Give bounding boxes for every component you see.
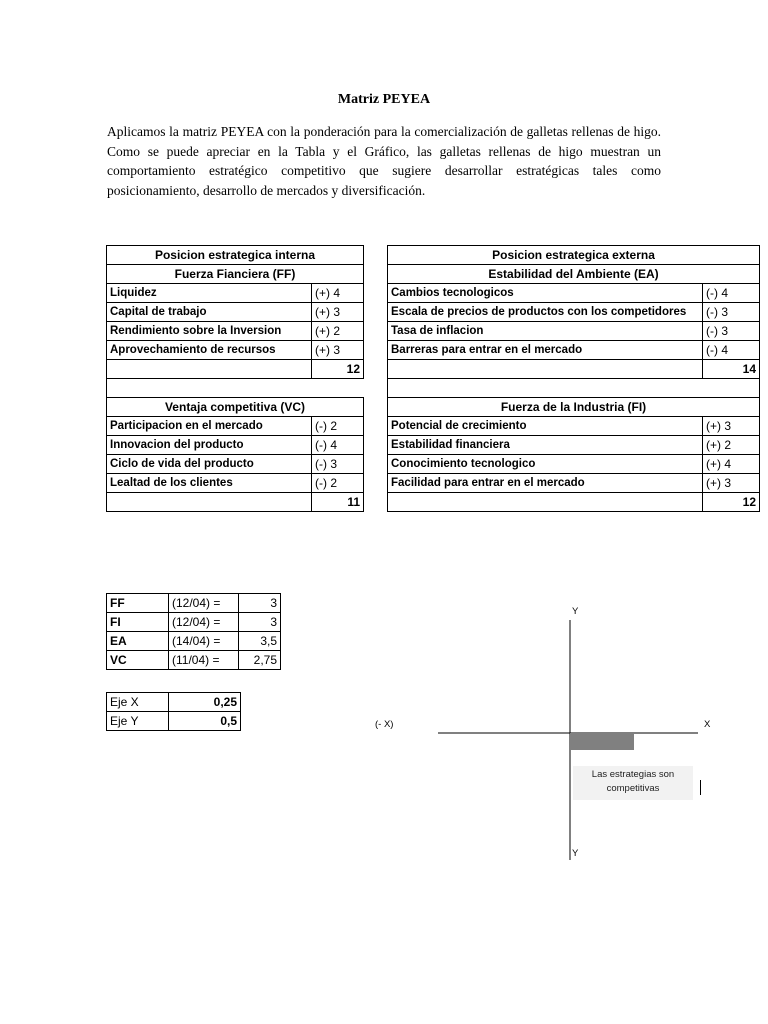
averages-table (106, 593, 281, 670)
avg-value: 3 (239, 613, 281, 632)
table-row (107, 613, 281, 632)
axes-table (106, 692, 241, 731)
ea-label: Cambios tecnologicos (388, 284, 703, 303)
fi-value: (+) 3 (703, 474, 760, 493)
axis-key: Eje Y (107, 712, 169, 731)
table-row (107, 284, 760, 303)
avg-formula: (11/04) = (169, 651, 239, 670)
document-title: Matriz PEYEA (337, 92, 431, 107)
ff-value: (+) 3 (312, 341, 364, 360)
table-row (107, 455, 760, 474)
vc-label: Lealtad de los clientes (107, 474, 312, 493)
fi-label: Potencial de crecimiento (388, 417, 703, 436)
ea-total: 14 (703, 360, 760, 379)
table-row (107, 417, 760, 436)
table-row (107, 651, 281, 670)
ff-label: Liquidez (107, 284, 312, 303)
vc-label: Ciclo de vida del producto (107, 455, 312, 474)
vc-header: Ventaja competitiva (VC) (107, 398, 364, 417)
avg-value: 3 (239, 594, 281, 613)
avg-key: FF (107, 594, 169, 613)
ff-header: Fuerza Fianciera (FF) (107, 265, 364, 284)
table-row (107, 632, 281, 651)
fi-label: Facilidad para entrar en el mercado (388, 474, 703, 493)
fi-label: Estabilidad financiera (388, 436, 703, 455)
fi-label: Conocimiento tecnologico (388, 455, 703, 474)
ff-label: Rendimiento sobre la Inversion (107, 322, 312, 341)
vc-total: 11 (312, 493, 364, 512)
internal-position-header: Posicion estrategica interna (107, 246, 364, 265)
chart-note: Las estrategias son competitivas (573, 766, 693, 800)
avg-formula: (14/04) = (169, 632, 239, 651)
x-axis-label: X (704, 719, 711, 730)
fi-value: (+) 2 (703, 436, 760, 455)
ea-value: (-) 3 (703, 322, 760, 341)
ff-label: Capital de trabajo (107, 303, 312, 322)
y-axis-top-label: Y (572, 606, 579, 617)
avg-key: VC (107, 651, 169, 670)
ea-value: (-) 4 (703, 284, 760, 303)
table-row (107, 474, 760, 493)
axis-value: 0,25 (169, 693, 241, 712)
ea-header: Estabilidad del Ambiente (EA) (388, 265, 760, 284)
ea-label: Tasa de inflacion (388, 322, 703, 341)
vc-value: (-) 2 (312, 474, 364, 493)
ff-value: (+) 4 (312, 284, 364, 303)
ff-total: 12 (312, 360, 364, 379)
avg-formula: (12/04) = (169, 594, 239, 613)
ea-label: Escala de precios de productos con los competidores (388, 303, 703, 322)
vc-value: (-) 2 (312, 417, 364, 436)
ea-label: Barreras para entrar en el mercado (388, 341, 703, 360)
chart-bar (570, 733, 634, 750)
avg-value: 2,75 (239, 651, 281, 670)
peyea-matrix-table (106, 245, 760, 512)
axis-value: 0,5 (169, 712, 241, 731)
avg-value: 3,5 (239, 632, 281, 651)
axis-key: Eje X (107, 693, 169, 712)
table-row (107, 594, 281, 613)
ff-value: (+) 3 (312, 303, 364, 322)
ea-value: (-) 4 (703, 341, 760, 360)
vc-label: Innovacion del producto (107, 436, 312, 455)
vc-value: (-) 4 (312, 436, 364, 455)
avg-formula: (12/04) = (169, 613, 239, 632)
fi-total: 12 (703, 493, 760, 512)
table-row (107, 693, 241, 712)
avg-key: FI (107, 613, 169, 632)
intro-paragraph: Aplicamos la matriz PEYEA con la ponderación para la comercialización de galletas rellenas de higo. Como se puede apreciar en la Tabla y el Gráfico, las galletas rellenas de higo muestran un comportamiento estratégico competitivo que sugiere desarrollar estratégicas tales como posicionamiento, desarrollo de mercados y diversificación. (107, 124, 661, 198)
table-row (107, 322, 760, 341)
x-neg-label: (- X) (375, 719, 394, 730)
peyea-chart (360, 600, 740, 870)
fi-value: (+) 3 (703, 417, 760, 436)
text-cursor (700, 780, 701, 795)
table-row (107, 436, 760, 455)
vc-label: Participacion en el mercado (107, 417, 312, 436)
vc-value: (-) 3 (312, 455, 364, 474)
fi-header: Fuerza de la Industria (FI) (388, 398, 760, 417)
external-position-header: Posicion estrategica externa (388, 246, 760, 265)
ea-value: (-) 3 (703, 303, 760, 322)
table-row (107, 341, 760, 360)
ff-value: (+) 2 (312, 322, 364, 341)
table-row (107, 303, 760, 322)
fi-value: (+) 4 (703, 455, 760, 474)
ff-label: Aprovechamiento de recursos (107, 341, 312, 360)
y-axis-bottom-label: Y (572, 848, 579, 859)
chart-svg (360, 600, 740, 870)
table-row (107, 712, 241, 731)
avg-key: EA (107, 632, 169, 651)
